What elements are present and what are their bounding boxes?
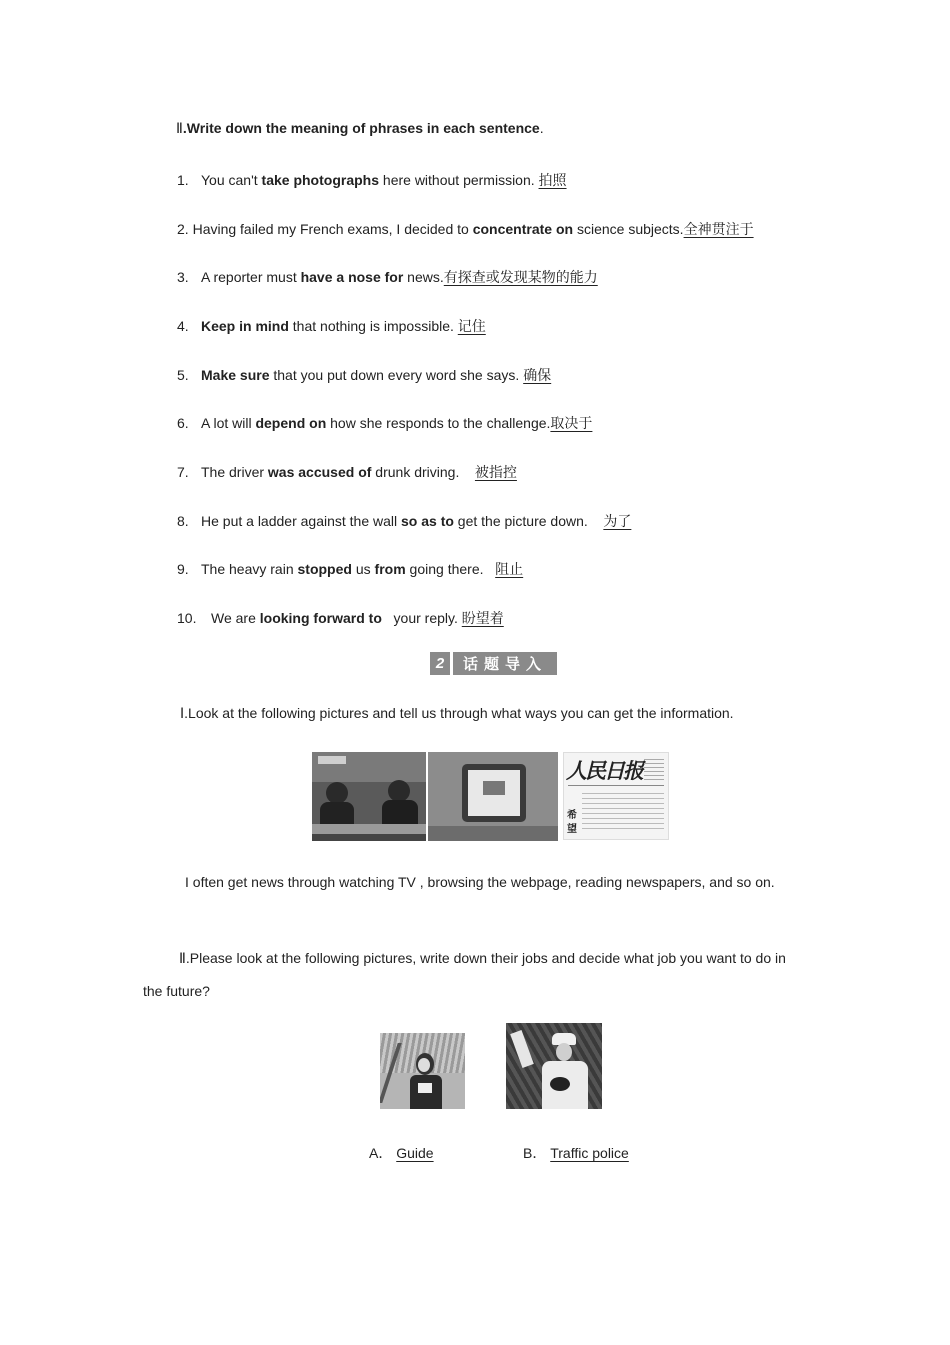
item-text: A reporter must	[201, 269, 301, 285]
item-text: drunk driving.	[371, 464, 464, 480]
list-item	[177, 267, 598, 287]
item-phrase: Keep in mind	[201, 318, 289, 334]
item-number: 10.	[177, 610, 197, 626]
item-phrase: concentrate on	[472, 221, 574, 237]
item-number: 6.	[177, 415, 189, 431]
newspaper-image	[563, 752, 669, 840]
item-text: your reply.	[389, 610, 462, 626]
tablet-webpage-image	[428, 752, 558, 841]
traffic-police-image	[506, 1023, 602, 1109]
heading-end: .	[539, 120, 544, 136]
heading-roman: Ⅱ	[176, 120, 183, 136]
item-answer: 取决于	[550, 416, 593, 432]
topic1-text: .Look at the following pictures and tell us through what ways you can get the information.	[184, 705, 734, 721]
topic1-roman: Ⅰ	[180, 705, 185, 721]
item-answer: 盼望着	[461, 611, 504, 627]
item-phrase: depend on	[255, 415, 327, 431]
item-number: 8.	[177, 513, 189, 529]
list-item	[177, 365, 551, 385]
item-text: here without permission.	[379, 172, 539, 188]
topic-banner	[430, 652, 557, 675]
list-item	[177, 462, 517, 482]
item-number: 3.	[177, 269, 189, 285]
option-a	[369, 1143, 434, 1163]
item-text: us	[351, 561, 375, 577]
item-answer: 被指控	[474, 465, 517, 481]
list-item	[177, 559, 523, 579]
option-letter: B．	[523, 1145, 547, 1161]
item-number: 1.	[177, 172, 189, 188]
item-text: Having failed my French exams, I decided to	[192, 221, 473, 237]
item-phrase: have a nose for	[300, 269, 404, 285]
item-text: A lot will	[201, 415, 256, 431]
item-answer: 拍照	[538, 173, 567, 189]
item-text: going there.	[405, 561, 488, 577]
item-text: The driver	[201, 464, 268, 480]
banner-title: 话题导入	[453, 652, 557, 675]
section-heading	[176, 120, 544, 137]
item-number: 9.	[177, 561, 189, 577]
item-text: He put a ladder against the wall	[201, 513, 402, 529]
list-item	[177, 413, 592, 433]
item-phrase: was accused of	[267, 464, 372, 480]
item-text: how she responds to the challenge.	[326, 415, 551, 431]
item-number: 4.	[177, 318, 189, 334]
topic1-answer: I often get news through watching TV , browsing the webpage, reading newspapers, and so on.	[185, 874, 775, 890]
item-answer: 为了	[603, 514, 632, 530]
item-answer: 确保	[523, 368, 552, 384]
option-letter: A．	[369, 1145, 393, 1161]
topic1-question	[180, 705, 734, 722]
item-number: 5.	[177, 367, 189, 383]
item-answer: 全神贯注于	[683, 222, 754, 238]
list-item	[177, 316, 486, 336]
item-phrase: take photographs	[261, 172, 380, 188]
newspaper-side-text: 希望	[567, 810, 577, 835]
list-item	[177, 170, 567, 190]
option-answer: Traffic police	[550, 1145, 629, 1161]
item-phrase: Make sure	[201, 367, 270, 383]
item-text: that nothing is impossible.	[288, 318, 458, 334]
item-phrase: stopped	[297, 561, 352, 577]
item-text: We are	[211, 610, 260, 626]
item-number: 7.	[177, 464, 189, 480]
topic2-question	[143, 942, 793, 1008]
item-phrase: so as to	[401, 513, 454, 529]
item-phrase: from	[374, 561, 406, 577]
option-b	[523, 1143, 629, 1163]
item-text: get the picture down.	[453, 513, 592, 529]
item-text: that you put down every word she says.	[269, 367, 524, 383]
item-text: The heavy rain	[201, 561, 298, 577]
item-answer: 记住	[457, 319, 486, 335]
topic2-text: .Please look at the following pictures, write down their jobs and decide what job you want to do in the future?	[143, 950, 786, 999]
item-answer: 阻止	[495, 562, 524, 578]
item-number: 2.	[177, 221, 189, 237]
item-text: news.	[403, 269, 444, 285]
item-answer: 有探查或发现某物的能力	[443, 270, 598, 286]
item-text: You can't	[201, 172, 262, 188]
option-answer: Guide	[396, 1145, 434, 1161]
heading-text: .Write down the meaning of phrases in each sentence	[182, 120, 540, 136]
list-item	[177, 219, 754, 239]
guide-image	[380, 1033, 465, 1109]
list-item	[177, 511, 631, 531]
newspaper-title: 人民日报	[566, 758, 642, 783]
item-text: science subjects.	[573, 221, 684, 237]
banner-number: 2	[430, 652, 450, 675]
tv-news-image	[312, 752, 426, 841]
list-item	[177, 608, 504, 628]
topic2-roman: Ⅱ	[179, 950, 186, 966]
item-phrase: looking forward to	[259, 610, 382, 626]
